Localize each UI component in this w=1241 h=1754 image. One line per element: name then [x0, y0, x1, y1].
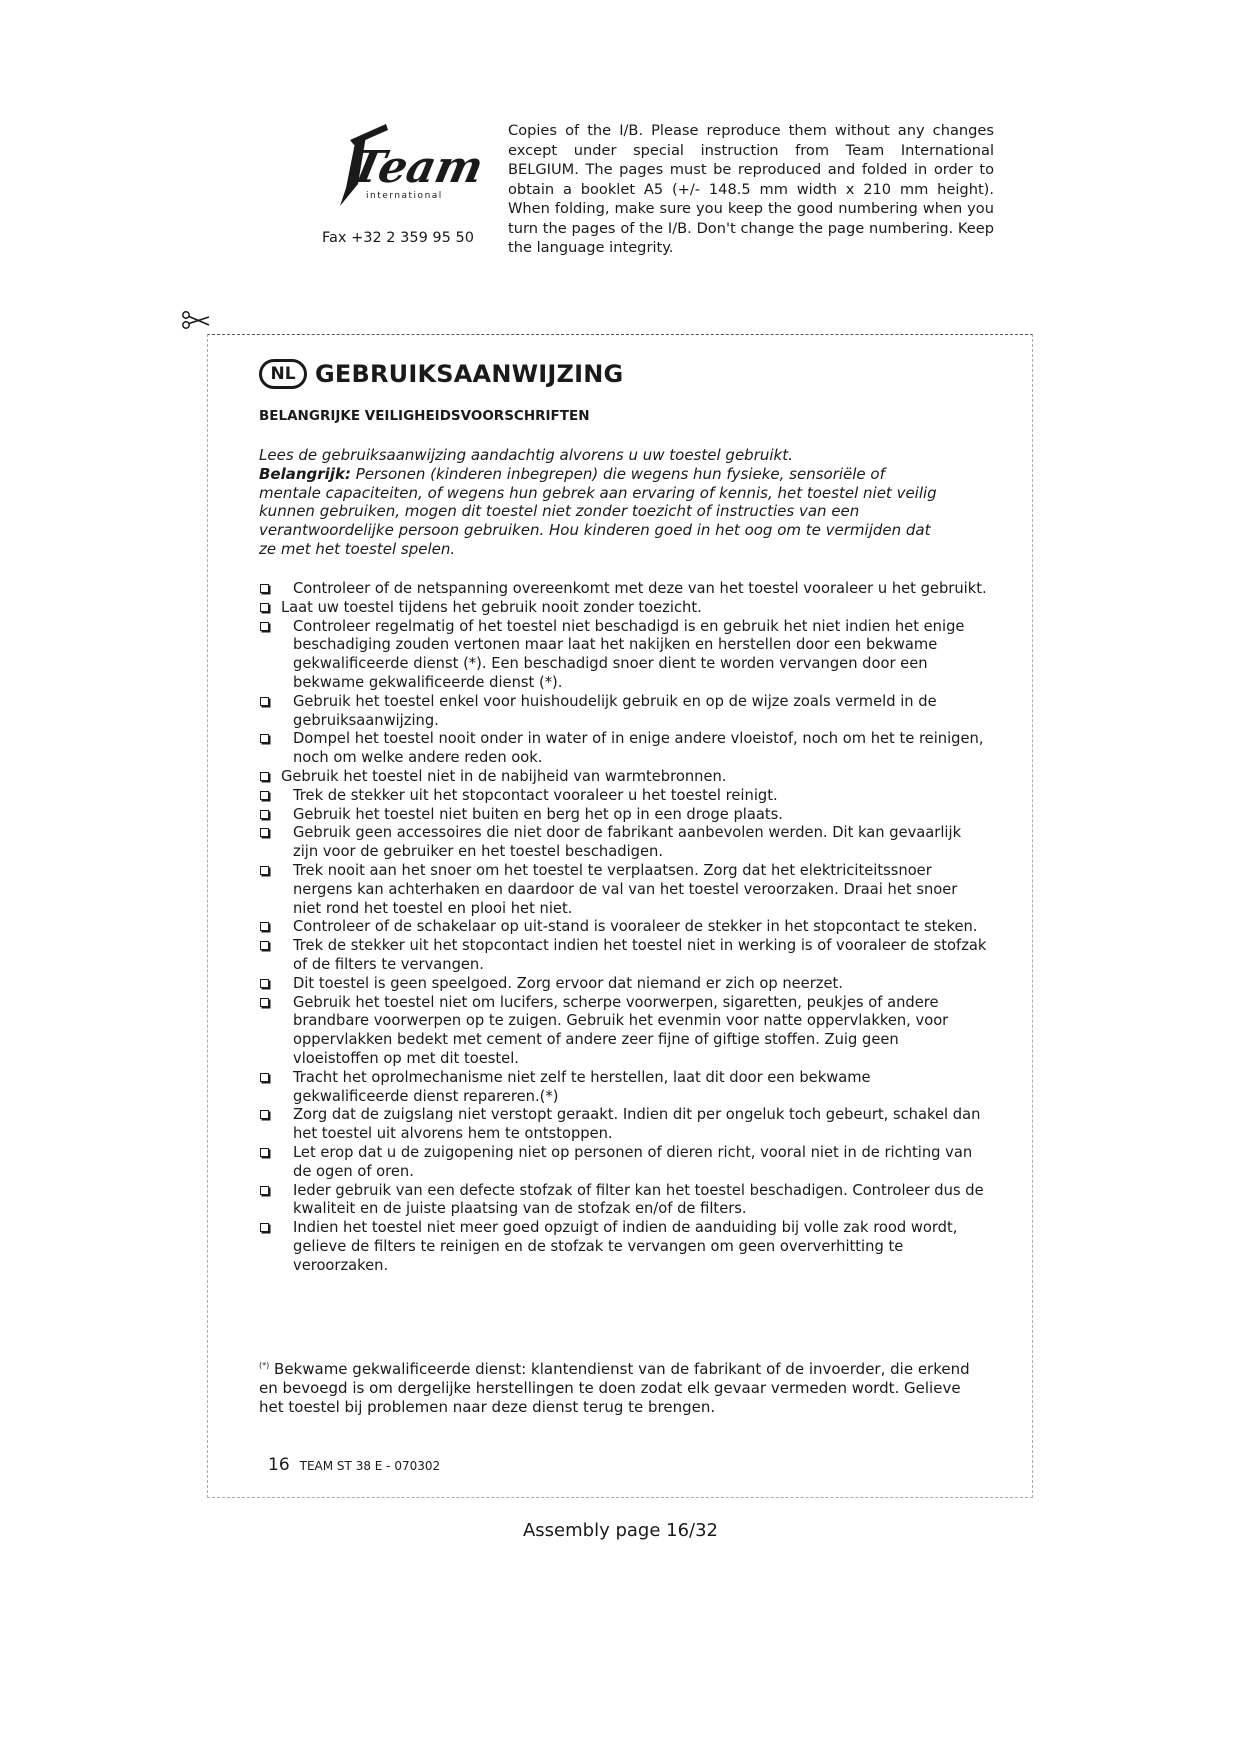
checkbox-bullet-icon: [260, 941, 269, 950]
checkbox-bullet-icon: [260, 791, 269, 800]
footnote: [259, 1356, 987, 1417]
checkbox-bullet-icon: [260, 1223, 269, 1232]
rule-text: Trek de stekker uit het stopcontact vooraleer u het toestel reinigt.: [293, 786, 778, 804]
intro-line: Lees de gebruiksaanwijzing aandachtig alvorens u uw toestel gebruikt.: [259, 446, 793, 464]
page-footer: [268, 1455, 440, 1475]
rule-item: [259, 975, 989, 994]
rule-item: [259, 918, 989, 937]
rule-item: [259, 580, 989, 599]
important-text: Personen (kinderen inbegrepen) die wegens hun fysieke, sensoriële of mentale capaciteiten, of wegens hun gebrek aan ervaring of kennis, het toestel niet veilig kunnen gebruiken, mogen dit toestel niet zonder toezicht of instructies van een verantwoordelijke persoon gebruiken. Hou kinderen goed in het oog om te vermijden dat ze met het toestel spelen.: [259, 464, 937, 558]
checkbox-bullet-icon: [260, 603, 269, 612]
rule-text: Gebruik geen accessoires die niet door de fabrikant aanbevolen werden. Dit kan gevaarlijk zijn voor de gebruiker en het toestel beschadigen.: [293, 824, 962, 861]
checkbox-bullet-icon: [260, 1186, 269, 1195]
rule-item: [259, 862, 989, 918]
rule-text: Dit toestel is geen speelgoed. Zorg ervoor dat niemand er zich op neerzet.: [293, 974, 843, 992]
rule-text: Zorg dat de zuigslang niet verstopt geraakt. Indien dit per ongeluk toch gebeurt, schakel dan het toestel uit alvorens hem te ontstoppen.: [293, 1106, 981, 1143]
rule-item: [259, 1106, 989, 1144]
rule-text: Let erop dat u de zuigopening niet op personen of dieren richt, vooral niet in de richting van de ogen of oren.: [293, 1143, 973, 1180]
footnote-text: Bekwame gekwalificeerde dienst: klantendienst van de fabrikant of de invoerder, die erkend en bevoegd is om dergelijke herstellingen te doen zodat elk gevaar vermeden wordt. Gelieve het toestel bij problemen naar deze dienst terug te brengen.: [259, 1360, 970, 1416]
checkbox-bullet-icon: [260, 622, 269, 631]
safety-rules-list: [259, 580, 989, 1275]
rule-text: Dompel het toestel nooit onder in water of in enige andere vloeistof, noch om het te reinigen, noch om welke andere reden ook.: [293, 730, 984, 767]
logo-subtext: international: [366, 191, 443, 201]
rule-item: [259, 937, 989, 975]
checkbox-bullet-icon: [260, 998, 269, 1007]
rule-text: Trek de stekker uit het stopcontact indien het toestel niet in werking is of vooraleer de stofzak of de filters te vervangen.: [293, 937, 987, 973]
checkbox-bullet-icon: [260, 922, 269, 931]
checkbox-bullet-icon: [260, 810, 269, 819]
rule-text: Controleer of de netspanning overeenkomt met deze van het toestel vooraleer u het gebruikt.: [293, 580, 987, 597]
rule-text: Gebruik het toestel niet buiten en berg het op in een droge plaats.: [293, 805, 783, 823]
rule-text: Gebruik het toestel niet om lucifers, scherpe voorwerpen, sigaretten, peukjes of andere brandbare voorwerpen op te zuigen. Gebruik het evenmin voor natte oppervlakken, voor oppervlakken bedekt met cement of andere zeer fijne of giftige stoffen. Zuig geen vloeistoffen op met dit toestel.: [293, 993, 949, 1067]
rule-item: [259, 768, 989, 787]
footnote-mark: (*): [259, 1361, 270, 1370]
checkbox-bullet-icon: [260, 1148, 269, 1157]
rule-text: Controleer of de schakelaar op uit-stand is vooraleer de stekker in het stopcontact te steken.: [293, 918, 978, 936]
checkbox-bullet-icon: [260, 979, 269, 988]
rule-text: Gebruik het toestel enkel voor huishoudelijk gebruik en op de wijze zoals vermeld in de gebruiksaanwijzing.: [293, 692, 937, 729]
rule-item: [259, 618, 989, 693]
rule-text: Tracht het oprolmechanisme niet zelf te herstellen, laat dit door een bekwame gekwalificeerde dienst repareren.(*): [293, 1068, 871, 1105]
rule-text: Indien het toestel niet meer goed opzuigt of indien de aanduiding bij volle zak rood wordt, gelieve de filters te reinigen en de stofzak te vervangen om geen oververhitting te veroorzaken.: [293, 1219, 958, 1274]
rule-item: [259, 599, 989, 618]
language-badge: NL: [259, 359, 307, 389]
checkbox-bullet-icon: [260, 866, 269, 875]
copies-instructions: Copies of the I/B. Please reproduce them without any changes except under special instruction from Team International BELGIUM. The pages must be reproduced and folded in order to obtain a booklet A5 (+/- 148.5 mm width x 210 mm height). When folding, make sure you keep the good numbering when you turn the pages of the I/B. Don't change the page numbering. Keep the language integrity.: [508, 122, 994, 256]
scissors-icon: [181, 310, 211, 332]
checkbox-bullet-icon: [260, 734, 269, 743]
team-logo-graphic: [322, 118, 488, 213]
rule-item: [259, 806, 989, 825]
checkbox-bullet-icon: [260, 1110, 269, 1119]
manual-heading: [259, 356, 623, 392]
checkbox-bullet-icon: [260, 1073, 269, 1082]
page-number: 16: [268, 1455, 290, 1475]
intro-paragraph: [259, 446, 949, 559]
logo-wordmark: Team: [346, 141, 488, 193]
checkbox-bullet-icon: [260, 584, 269, 593]
rule-item: [259, 824, 989, 862]
important-paragraph: [259, 465, 949, 559]
rule-item: [259, 730, 989, 768]
section-title: BELANGRIJKE VEILIGHEIDSVOORSCHRIFTEN: [259, 408, 590, 424]
assembly-page-note: Assembly page 16/32: [522, 1520, 719, 1541]
checkbox-bullet-icon: [260, 828, 269, 837]
rule-item: [259, 994, 989, 1069]
important-label: Belangrijk:: [259, 464, 351, 483]
manual-title: GEBRUIKSAANWIJZING: [315, 360, 624, 388]
checkbox-bullet-icon: [260, 772, 269, 781]
rule-text: Trek nooit aan het snoer om het toestel te verplaatsen. Zorg dat het elektriciteitssnoer nergens kan achterhaken en daardoor de val van het toestel veroorzaken. Draai het snoer niet rond het toestel en plooi het niet.: [293, 861, 958, 917]
rule-item: [259, 1144, 989, 1182]
rule-text: Laat uw toestel tijdens het gebruik nooit zonder toezicht.: [281, 598, 702, 616]
rule-item: [259, 1219, 989, 1275]
rule-text: Gebruik het toestel niet in de nabijheid van warmtebronnen.: [281, 767, 727, 785]
checkbox-bullet-icon: [260, 697, 269, 706]
rule-text: Controleer regelmatig of het toestel niet beschadigd is en gebruik het niet indien het enige beschadiging zouden vertonen maar laat het nakijken en herstellen door een bekwame gekwalificeerde dienst (*). Een beschadigd snoer dient te worden vervangen door een bekwame gekwalificeerde dienst (*).: [293, 617, 965, 691]
rule-item: [259, 787, 989, 806]
rule-item: [259, 1069, 989, 1107]
rule-item: [259, 1182, 989, 1220]
fax-number: Fax +32 2 359 95 50: [322, 230, 474, 246]
document-code: TEAM ST 38 E - 070302: [299, 1459, 441, 1473]
rule-text: Ieder gebruik van een defecte stofzak of filter kan het toestel beschadigen. Controleer dus de kwaliteit en de juiste plaatsing van de stofzak en/of de filters.: [293, 1181, 984, 1218]
rule-item: [259, 693, 989, 731]
team-logo: [322, 118, 488, 213]
